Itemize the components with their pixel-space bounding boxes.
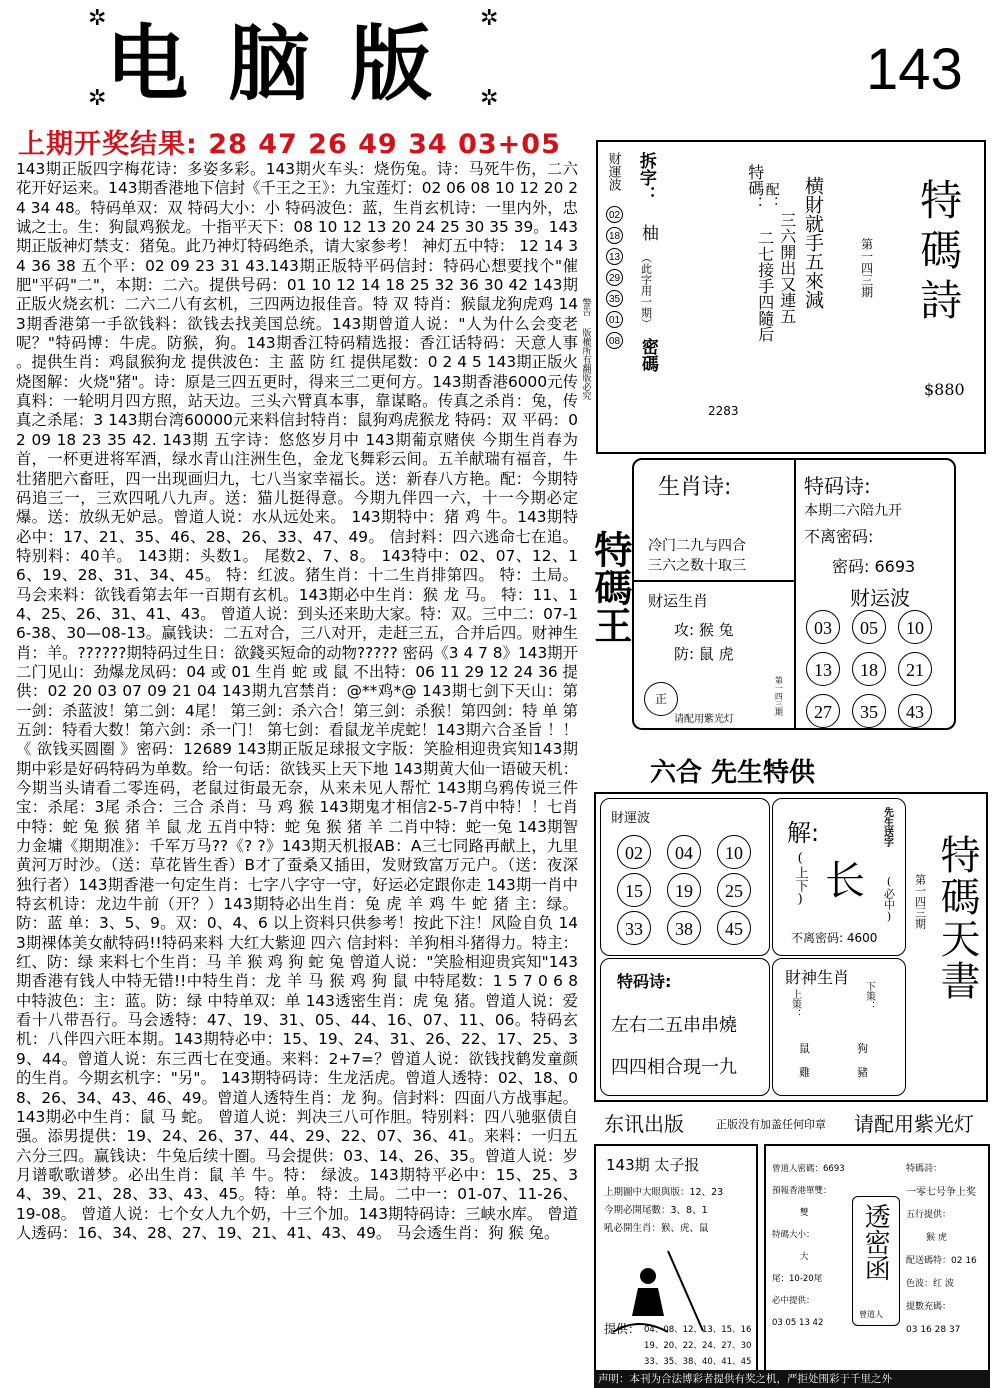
ball: 08 <box>606 332 623 349</box>
star-icon: ✲ <box>88 6 107 31</box>
zodiac: 豬 <box>857 1066 868 1079</box>
text-line: 色波：红 波 <box>906 1279 954 1289</box>
warning-text: 版權所有翻版必究 <box>580 328 591 400</box>
chai-note: （此字用一期） <box>639 252 653 329</box>
wealth-wave-balls <box>800 606 960 732</box>
text-line: 五行提供： <box>906 1210 952 1220</box>
tema-label: 特碼： <box>745 164 765 212</box>
right-column <box>906 1158 992 1342</box>
poem-line: 三六開出又連五 <box>777 212 797 324</box>
code-value: 密码: 6693 <box>832 557 916 576</box>
poem-line: 不离密码: <box>804 527 874 546</box>
wave-panel <box>600 798 770 956</box>
tema-king-box <box>632 458 956 730</box>
prince-lines <box>604 1184 723 1238</box>
code-poem-title: 特码诗: <box>617 972 672 991</box>
poem-line: 冷门二九与四合 <box>648 538 746 554</box>
ball: 18 <box>852 652 886 686</box>
text-line: 上期圖中大眼與版：12、23 <box>604 1187 724 1198</box>
text-line: 特碼詩： <box>906 1164 943 1174</box>
text-line: 大 <box>800 1252 809 1262</box>
text-line: 配送碼特：02 16 <box>906 1256 977 1266</box>
chai-char: 柚 <box>637 224 658 241</box>
poem-line: 本期二六陪九开 <box>804 503 902 519</box>
ball: 01 <box>606 311 623 328</box>
price: $880 <box>924 380 965 399</box>
wave-balls <box>606 202 626 353</box>
number-line: 04、08、12、13、15、16 <box>644 1325 752 1335</box>
secret-letter-seal <box>852 1196 900 1326</box>
code-poem <box>804 498 902 550</box>
period-label: 第一四三期 <box>859 238 874 298</box>
poem-line: 横財就手五來減 <box>801 176 824 309</box>
heaven-book-box <box>594 792 988 1102</box>
zodiac: 鼠 <box>799 1042 810 1055</box>
divider <box>794 460 796 730</box>
stamp-note: 正版没有加盖任何印章 <box>716 1118 826 1131</box>
text-line: 尾：10-20尾 <box>772 1274 823 1284</box>
ball: 18 <box>606 227 623 244</box>
ball: 13 <box>806 652 840 686</box>
ball: 25 <box>717 873 751 907</box>
period-label: 第一四三期 <box>913 874 927 929</box>
text-line: 03 05 13 42 <box>772 1318 824 1328</box>
text-line: 預報香港單雙： <box>772 1186 832 1196</box>
gift-char-panel <box>772 798 906 956</box>
ball: 43 <box>898 694 932 728</box>
star-icon: ✲ <box>480 86 499 111</box>
zodiac-poem-title: 生肖诗: <box>658 475 732 500</box>
ball: 38 <box>667 911 701 945</box>
ball: 19 <box>667 873 701 907</box>
ball: 27 <box>806 694 840 728</box>
disclaimer-bar: 声明：本刊为合法博彩者提供有奖之机，严拒处围彩于千里之外 <box>594 1370 990 1388</box>
ball: 29 <box>606 269 623 286</box>
ball: 04 <box>667 835 701 869</box>
ball: 03 <box>806 610 840 644</box>
uv-note: 请配用紫光灯 <box>674 714 734 725</box>
masthead <box>88 8 508 116</box>
text-line: 提數充碼： <box>906 1302 952 1312</box>
jie-sub: (上下) <box>792 851 808 907</box>
uv-note: 请配用紫光灯 <box>854 1112 974 1136</box>
star-icon: ✲ <box>480 6 499 31</box>
serial-number: 2283 <box>708 404 739 418</box>
text-line: 曾道人密碼：6693 <box>772 1164 845 1174</box>
wealth-zodiac <box>674 618 734 666</box>
jie-label: 解: <box>787 819 820 847</box>
text-line: 今期必開尾數：3、8、1 <box>604 1205 708 1216</box>
text-line: 一零七号争上奖 <box>906 1187 976 1198</box>
last-result-numbers: 28 47 26 49 34 03+05 <box>208 129 561 160</box>
box-title: 143期 太子报 <box>606 1156 700 1174</box>
up-zodiac <box>799 1037 810 1085</box>
poem-line: 左右二五串串燒 <box>611 1015 737 1036</box>
last-result <box>18 122 561 161</box>
provide-numbers <box>644 1322 751 1370</box>
ball: 15 <box>617 873 651 907</box>
text-line: 猴 虎 <box>926 1233 947 1243</box>
text-line: 雙 <box>800 1208 809 1218</box>
tema-poem-box <box>580 140 986 454</box>
text-line: 必中提供： <box>772 1296 815 1306</box>
code-poem <box>611 1005 737 1089</box>
ball: 10 <box>717 835 751 869</box>
star-icon: ✲ <box>88 86 107 111</box>
code-poem-title: 特码诗: <box>804 474 871 498</box>
tema-king-title: 特碼王 <box>587 530 633 644</box>
seal-name: 曾道人 <box>859 1310 883 1319</box>
wave-title: 財運波 <box>611 811 651 826</box>
number-line: 33、35、38、40、41、45 <box>644 1357 752 1367</box>
section-title: 六合 先生特供 <box>650 758 816 788</box>
ball: 35 <box>852 694 886 728</box>
text-line: 03 16 28 37 <box>906 1325 961 1335</box>
poem-line: 三六之数十取三 <box>648 558 746 574</box>
wealth-title: 财运生肖 <box>648 592 709 610</box>
stamp-seal: 正 <box>644 682 678 716</box>
ball: 02 <box>617 835 651 869</box>
heaven-book-title: 特碼天書 <box>934 834 980 1002</box>
down-label: 下策： <box>863 981 875 1011</box>
chai-tail: 密碼 <box>637 338 658 372</box>
zodiac: 狗 <box>857 1042 868 1055</box>
seal-title: 透密函 <box>860 1203 891 1281</box>
ball: 45 <box>717 911 751 945</box>
wealth-god-panel <box>772 958 906 1096</box>
left-column <box>772 1158 852 1334</box>
last-result-label: 上期开奖结果: <box>18 129 198 160</box>
secret-letter-box <box>764 1144 990 1372</box>
chai-label: 拆字： <box>635 152 656 203</box>
provide-label: 提供： <box>604 1322 641 1336</box>
prince-paper-box <box>594 1144 758 1372</box>
ball: 05 <box>852 610 886 644</box>
ball: 35 <box>606 290 623 307</box>
ball: 13 <box>606 248 623 265</box>
down-zodiac <box>857 1037 868 1085</box>
wealth-god-title: 財神生肖 <box>785 968 850 987</box>
poem-line: 四四相合現一九 <box>611 1057 737 1078</box>
code-poem-panel <box>600 958 770 1096</box>
number-line: 19、20、22、24、27、30 <box>644 1341 752 1351</box>
wave-label: 财運波 <box>605 152 621 191</box>
big-title: 特碼詩 <box>914 178 964 328</box>
code-value: 不离密码: 4600 <box>791 931 878 945</box>
zodiac: 雞 <box>799 1066 810 1079</box>
pei-label: 配： <box>763 182 780 210</box>
gift-char: 长 <box>825 858 865 904</box>
poem-line: 二七接手四隨后 <box>755 230 775 342</box>
wave-balls <box>609 833 769 947</box>
article-body: 143期正版四字梅花诗：多姿多彩。143期火车头：烧伤兔。诗：马死牛伤，二六花开好运来。143期香港地下信封《千王之王》：九宝莲灯：02 06 08 10 12 20 24 34 48。特码单双：双 特码大小：小 特码波色：蓝，生肖玄机诗：一里内外，忠诚之士。生：狗鼠鸡猴龙。十指平天下：08 10 12 13 20 24 25 30 35 39。143期正版神灯禁支：猪兔。此乃神灯特码绝杀，请大家参考！ 神灯五中特： 12 14 34 36 38 五个平：02 09 23 31 43.143期正版特平码信封：特码心想要找个"催肥"平码"二"，本期：二六。提供号码：01 10 12 14 18 25 32 36 30 42 143期正版火烧玄机：二六二八有玄机，三四两边报佳音。特 双 特肖：猴鼠龙狗虎鸡 143期香港第一手欲钱料：欲钱去找美国总统。143期曾道人说："人为什么会变老呢？"特码博：牛虎。防猴，狗。143期香江特码精选报：香江话特码：天意人事 。提供生肖：鸡鼠猴狗龙 提供波色：主 蓝 防 红 提供尾数：0 2 4 5 143期正版火烧图解：火烧"猪"。诗：原是三四五更时，得来三二更何方。143期香港6000元传真料：一轮明月四方照，站天边。三头六臂真本事，靠谋略。传真之杀肖：兔，传真之杀尾：3 143期台湾60000元来料信封特肖：鼠狗鸡虎猴龙 特码：双 平码：02 09 18 23 35 42. 143期 五字诗：悠悠岁月中 143期葡京赌侠 今期生肖春为首，一杯更进将军酒，绿水青山注洲生色，金龙飞舞彩云间。五羊献瑞有福音，牛壮猪肥六畜旺，四一出现画归九，七八当家幸福长。送：新春八方艳。配：今期特码追三一，三欢四吼八九声。送：猫儿挺得意。今期九伴四一六，十一今期必定爆。送：放纵无妒忌。曾道人说：水从远处来。 143期特中：猪 鸡 牛。143期特必中：17、21、35、46、28、26、33、47、49。 信封料：四六逃命七在追。 特别料：40羊。 143期：头数1。 尾数2、7、8。 143特中：02、07、12、16、19、28、31、34、45。 特：红波。猪生肖：十二生肖排第四。 特：土局。 马会来料：欲钱看第去年一百期有玄机。143期必中生肖：猴 龙 马。 特：11、14、25、26、31、41、43。 曾道人说：到头还来助大家。特：双。三中二：07-16-38、30—08-13。赢钱诀：二五对合，三八对开，走赶三五，合并后四。财神生肖：羊。??????期特码过生日：欲錢买短命的动物????? 密码《3 4 7 8》143期开二门见山：劲爆龙凤码：04 或 01 生肖 蛇 或 鼠 不出特：06 11 29 12 24 36 提供：02 20 03 07 09 21 04 143期九宫禁肖：@**鸡*@ 143期七剑下天山：第一剑：杀蓝波！第二剑：4尾！ 第三剑：杀六合！第三剑：杀猴！第四剑：特 单 第五剑：特看大数！第六剑：杀一门！ 第七剑：看鼠龙羊虎蛇！143期六合圣旨 ！！《 欲钱买圆圈 》密码：12689 143期正版足球报文字版：笑脸相迎贵宾知143期期中彩是好码特码为单数。给一句话：欲钱买上天下地 143期黄大仙一语破天机：今期当头请看二零连码，老鼠过街最无奈，从来未见人帮忙 143期乌鸦传说三件宝：杀尾：3尾 杀合：三合 杀肖：马 鸡 猴 143期鬼才相信2-5-7肖中特！！七肖中特：蛇 兔 猴 猪 羊 鼠 龙 五肖中特：蛇 兔 猴 猪 羊 二肖中特：蛇一兔 143期智力金墉《期期准》：千军万马??《? ?》143期天机报AB：A三七同路再献上，九里黄河万时沙。（送：草花皆生香）B才了蚕桑又插田，发财致富万元户。（送：夜深独行者）143期香港一句定生肖：七字八字守一守，好运必定跟你走 143期一肖中特玄机诗：龙边牛前（开？）143期特必出生肖：兔 虎 羊 鸡 牛 蛇 猪 主：绿。防：蓝 单：3、5、9。双：0、4、6 以上资料只供参考！按此下注！风险自负 143期裸体美女献特码!!特码来料 大红大紫迎 四六 信封料：羊狗相斗猪得力。特主：红、防：绿 来料七个生肖：马 羊 猴 鸡 狗 蛇 兔 曾道人说："笑脸相迎贵宾知"143期香港有钱人中特无错!!中特生肖：龙 羊 马 猴 鸡 狗 鼠 中特尾数：1 5 7 0 6 8 中特波色：主：蓝。防：绿 中特单双：单 143透密生肖：虎 兔 猪。曾道人说：爱看十八带吾行。马会透特：47、19、31、05、44、16、07、11、06。特码玄机：八伴四六旺本期。143期特必中：15、19、24、31、26、22、17、25、39、44。曾道人说：东三西七在变通。来料：2+7=？曾道人说：欲钱找鹤发童颜的生肖。今期玄机字："另"。 143期特码诗：生龙活虎。曾道人透特：02、18、08、26、34、43、46、49。曾道人透特生肖：龙 狗。信封料：四面八方战事起。143期必中生肖：鼠 马 蛇。 曾道人说：判决三八可作胆。特别料：四八驰驱债自强。添男提供：19、24、26、37、44、29、22、07、36、41。来料：一归五六分三四。赢钱诀：牛兔后续十圈。马会提供：03、14、26、35。曾道人说：岁月谱歌歌谱梦。必出生肖：鼠 羊 牛。特： 绿波。143期特平必中：15、25、34、39、21、28、33、43、45。特：单。特：土局。二中一：01-07、11-26、19-08。 曾道人说：七个女人九个奶，十三个加。143期特码诗：三峡水库。 曾道人透码：16、34、28、27、19、21、41、43、49。 马会透生肖：狗 猴 兔。 <box>16 160 578 1242</box>
masthead-title: 电脑版 <box>106 16 473 112</box>
attack-zodiac: 攻: 猴 兔 <box>674 621 734 639</box>
period-label: 第一四三期 <box>774 676 784 716</box>
warning-label: 警告 <box>580 298 591 316</box>
text-line: 特碼大小： <box>772 1230 815 1240</box>
ball: 21 <box>898 652 932 686</box>
must-win: (必中) <box>882 875 896 923</box>
divider <box>634 580 794 582</box>
up-label: 上策： <box>789 989 801 1019</box>
ball: 10 <box>898 610 932 644</box>
zodiac-poem <box>648 536 746 576</box>
publisher: 东讯出版 <box>604 1112 684 1136</box>
ball: 02 <box>606 206 623 223</box>
gift-label: 先生送字 <box>881 807 893 847</box>
issue-number: 143 <box>866 37 963 102</box>
defend-zodiac: 防: 鼠 虎 <box>674 645 734 663</box>
ball: 33 <box>617 911 651 945</box>
text-line: 吼必開生肖：猴、虎、鼠 <box>604 1223 709 1234</box>
wealth-wave-title: 财运波 <box>850 586 910 610</box>
